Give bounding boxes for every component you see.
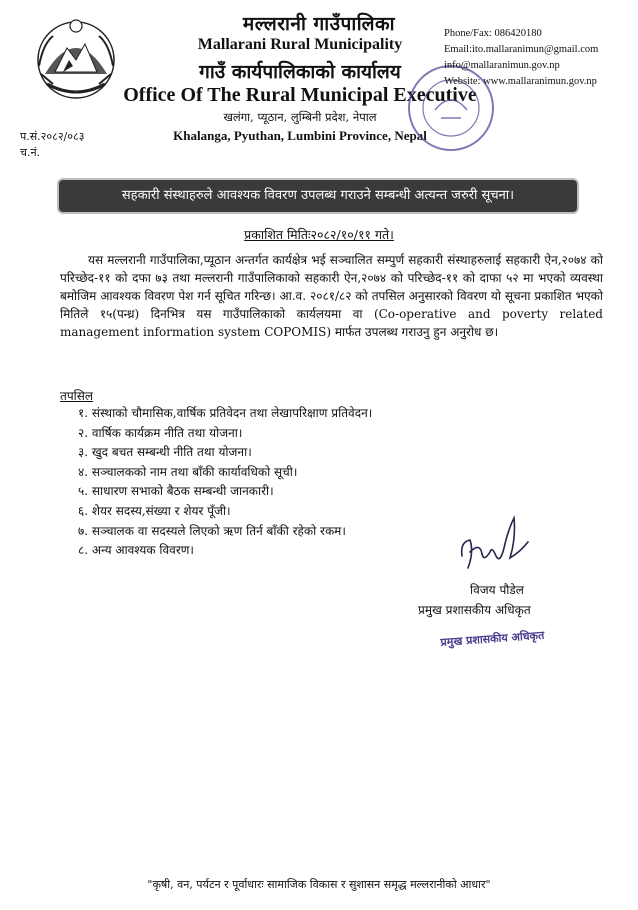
list-item: ८. अन्य आवश्यक विवरण। (78, 543, 194, 558)
office-name-english: Office Of The Rural Municipal Executive (123, 84, 477, 106)
details-heading: तपसिल (60, 389, 94, 403)
list-item: ६. शेयर सदस्य,संख्या र शेयर पूँजी। (78, 503, 231, 518)
notice-title: सहकारी संस्थाहरुले आवश्यक विवरण उपलब्ध गराउने सम्बन्धी अत्यन्त जरुरी सूचना। (121, 188, 515, 203)
contact-info (444, 26, 598, 90)
notice-title-bar (59, 180, 577, 212)
list-item: ४. सञ्चालकको नाम तथा बाँकी कार्यावधिको सूची। (78, 464, 298, 479)
list-item: २. वार्षिक कार्यक्रम नीति तथा योजना। (78, 425, 243, 440)
office-name-nepali: गाउँ कार्यपालिकाको कार्यालय (199, 61, 401, 83)
notice-body-paragraph: यस मल्लरानी गाउँपालिका,प्यूठान अन्तर्गत कार्यक्षेत्र भई सञ्चालित सम्पुर्ण सहकारी संस्थाहरुलाई सहकारी ऐन,२०७४ को परिच्छेद-११ को दफा ७३ तथा मल्लरानी गाउँपालिकाको सहकारी ऐन,२०७४ को परिच्छेद-११ को दाफा ५२ मा भएको व्यवस्था बमोजिम आवश्यक विवरण पेश गर्न सूचित गरिन्छ। आ.व. २०८१/८२ को तपसिल अनुसारको विवरण यो सूचना प्रकाशित भएको मितिले १५(पन्ध्र) दिनभित्र यस गाउँपालिकाको कार्यलयमा वा (Co-operative and poverty related management information system COPOMIS) मार्फत उपलब्ध गराउनु हुन अनुरोध छ। (60, 253, 603, 339)
dispatch-number: च.नं. (20, 146, 41, 159)
required-details-list (78, 404, 372, 561)
phone-fax: Phone/Fax: 086420180 (444, 28, 542, 39)
published-date-line (0, 226, 638, 243)
list-item: ५. साधारण सभाको बैठक सम्बन्धी जानकारी। (78, 484, 274, 499)
website: Website: www.mallaranimun.gov.np (444, 76, 597, 87)
email-secondary: info@mallaranimun.gov.np (444, 60, 560, 71)
list-item: १. संस्थाको चौमासिक,वार्षिक प्रतिवेदन तथा लेखापरिक्षाण प्रतिवेदन। (78, 406, 373, 420)
email-primary: Email:ito.mallaranimun@gmail.com (444, 44, 599, 55)
designation-stamp: प्रमुख प्रशासकीय अधिकृत (440, 628, 545, 649)
published-date: प्रकाशित मितिः२०८२/१०/११ गते। (244, 227, 394, 242)
reference-numbers (20, 129, 84, 161)
list-item: ७. सञ्चालक वा सदस्यले लिएको ऋण तिर्न बाँकी रहेको रकम। (78, 523, 346, 538)
municipality-name-nepali: मल्लरानी गाउँपालिका (242, 13, 396, 35)
municipality-name-english: Mallarani Rural Municipality (197, 36, 403, 53)
handwritten-signature (456, 512, 536, 576)
address-english: Khalanga, Pyuthan, Lumbini Province, Nepal (173, 128, 427, 143)
footer-motto: "कृषी, वन, पर्यटन र पूर्वाधारः सामाजिक विकास र सुशासन समृद्ध मल्लरानीको आधार" (147, 878, 491, 891)
list-item: ३. खुद बचत सम्बन्धी नीति तथा योजना। (78, 445, 252, 460)
letter-number: प.सं.२०८२/०८३ (20, 130, 85, 143)
signer-name: विजय पौडेल (470, 583, 524, 597)
signer-title: प्रमुख प्रशासकीय अधिकृत (418, 603, 531, 617)
address-nepali: खलंगा, प्यूठान, लुम्बिनी प्रदेश, नेपाल (223, 110, 377, 124)
